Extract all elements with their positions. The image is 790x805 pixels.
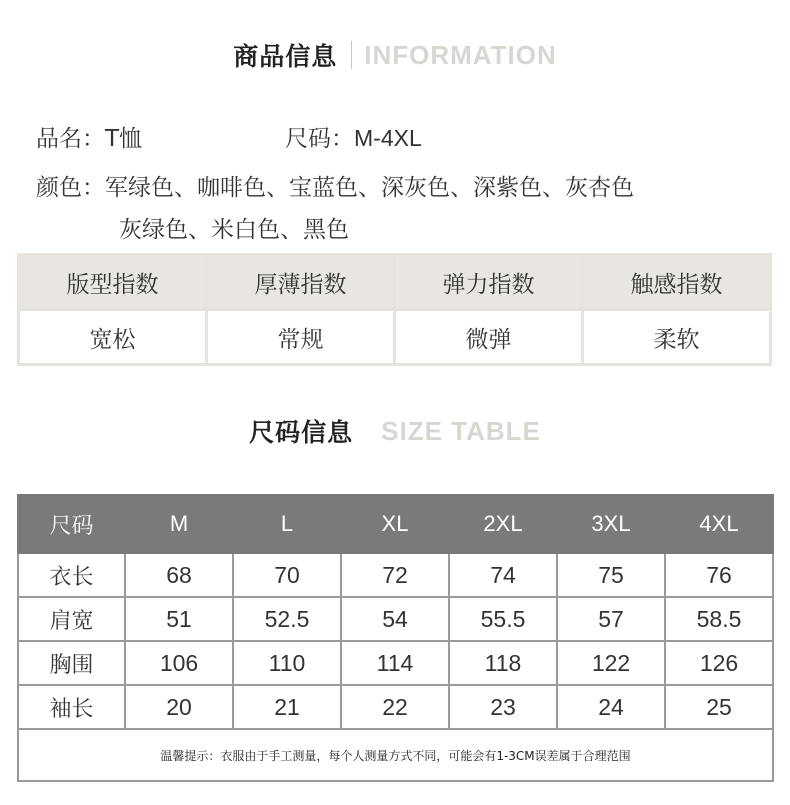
table-cell: 70 bbox=[233, 553, 341, 597]
table-cell: 22 bbox=[341, 685, 449, 729]
table-cell: 51 bbox=[125, 597, 233, 641]
table-cell: 23 bbox=[449, 685, 557, 729]
table-cell: 52.5 bbox=[233, 597, 341, 641]
size-header-xl: XL bbox=[341, 495, 449, 553]
table-cell: 75 bbox=[557, 553, 665, 597]
table-cell: 110 bbox=[233, 641, 341, 685]
size-info-title: 尺码信息 bbox=[249, 418, 354, 447]
param-value-touch: 柔软 bbox=[583, 310, 771, 365]
product-info-title-en: INFORMATION bbox=[364, 39, 557, 70]
table-row-length bbox=[18, 553, 773, 597]
table-row-sleeve bbox=[18, 685, 773, 729]
size-header-label: 尺码 bbox=[18, 495, 125, 553]
table-cell: 118 bbox=[449, 641, 557, 685]
size-chart-table bbox=[17, 494, 774, 782]
product-name-value: T恤 bbox=[105, 126, 143, 152]
table-cell: 20 bbox=[125, 685, 233, 729]
size-header-m: M bbox=[125, 495, 233, 553]
param-value-thickness: 常规 bbox=[207, 310, 395, 365]
size-range-label: 尺码： bbox=[285, 126, 354, 152]
size-header-2xl: 2XL bbox=[449, 495, 557, 553]
row-label: 衣长 bbox=[18, 553, 125, 597]
measurement-note: 温馨提示：衣服由于手工测量，每个人测量方式不同，可能会有1-3CM误差属于合理范围 bbox=[18, 729, 773, 781]
table-cell: 24 bbox=[557, 685, 665, 729]
product-colors bbox=[36, 169, 634, 202]
param-value-elasticity: 微弹 bbox=[395, 310, 583, 365]
product-name-label: 品名： bbox=[36, 126, 105, 152]
size-header-4xl: 4XL bbox=[665, 495, 773, 553]
param-value-row bbox=[19, 310, 771, 365]
size-range-value: M-4XL bbox=[354, 125, 422, 151]
table-cell: 58.5 bbox=[665, 597, 773, 641]
param-header-touch: 触感指数 bbox=[583, 255, 771, 310]
size-header-l: L bbox=[233, 495, 341, 553]
table-note-row bbox=[18, 729, 773, 781]
param-header-fit: 版型指数 bbox=[19, 255, 207, 310]
product-info-heading bbox=[0, 37, 790, 73]
param-header-row bbox=[19, 255, 771, 310]
table-cell: 76 bbox=[665, 553, 773, 597]
size-header-row bbox=[18, 495, 773, 553]
table-row-chest bbox=[18, 641, 773, 685]
product-info-title: 商品信息 bbox=[233, 42, 338, 71]
fabric-parameter-table bbox=[17, 253, 772, 366]
table-cell: 55.5 bbox=[449, 597, 557, 641]
table-cell: 68 bbox=[125, 553, 233, 597]
product-name bbox=[36, 120, 142, 153]
param-header-thickness: 厚薄指数 bbox=[207, 255, 395, 310]
table-cell: 114 bbox=[341, 641, 449, 685]
size-header-3xl: 3XL bbox=[557, 495, 665, 553]
size-info-heading bbox=[0, 413, 790, 449]
table-cell: 57 bbox=[557, 597, 665, 641]
table-cell: 54 bbox=[341, 597, 449, 641]
size-info-title-en: SIZE TABLE bbox=[381, 415, 541, 446]
param-header-elasticity: 弹力指数 bbox=[395, 255, 583, 310]
colors-line-1: 军绿色、咖啡色、宝蓝色、深灰色、深紫色、灰杏色 bbox=[105, 175, 634, 201]
colors-line-2: 灰绿色、米白色、黑色 bbox=[119, 217, 349, 243]
table-cell: 21 bbox=[233, 685, 341, 729]
product-size-range bbox=[285, 120, 422, 153]
row-label: 胸围 bbox=[18, 641, 125, 685]
colors-label: 颜色： bbox=[36, 175, 105, 201]
table-cell: 72 bbox=[341, 553, 449, 597]
product-colors-continued bbox=[119, 211, 349, 244]
row-label: 肩宽 bbox=[18, 597, 125, 641]
table-cell: 106 bbox=[125, 641, 233, 685]
table-cell: 126 bbox=[665, 641, 773, 685]
title-divider bbox=[351, 41, 352, 69]
param-value-fit: 宽松 bbox=[19, 310, 207, 365]
table-row-shoulder bbox=[18, 597, 773, 641]
table-cell: 122 bbox=[557, 641, 665, 685]
table-cell: 74 bbox=[449, 553, 557, 597]
table-cell: 25 bbox=[665, 685, 773, 729]
row-label: 袖长 bbox=[18, 685, 125, 729]
